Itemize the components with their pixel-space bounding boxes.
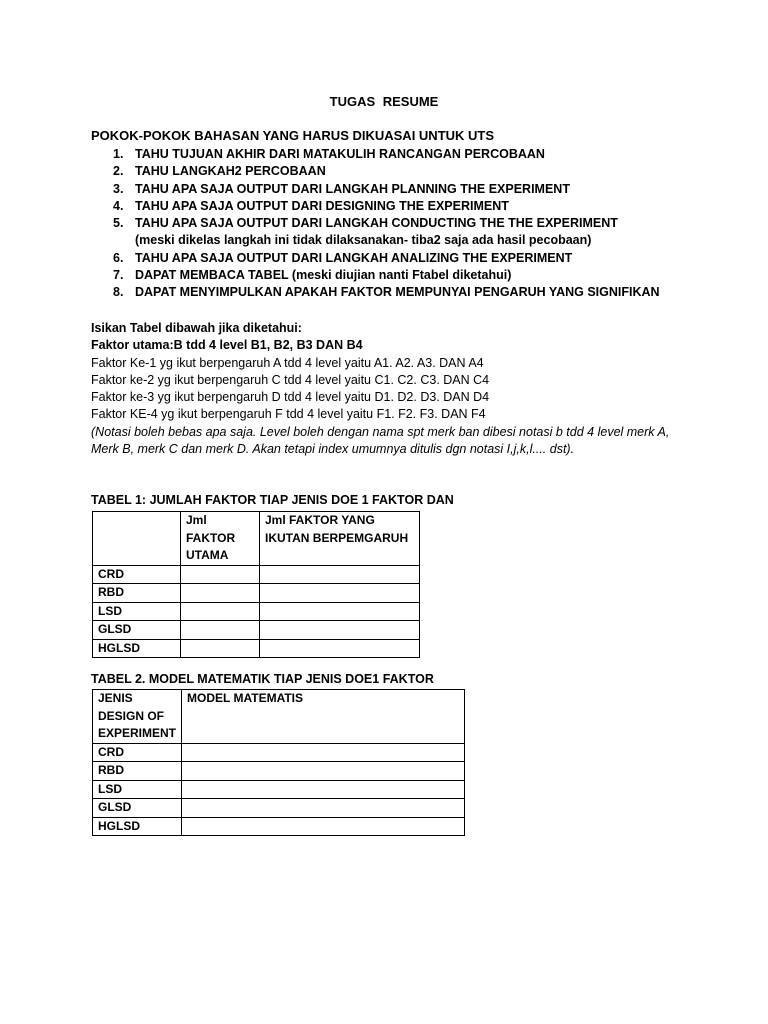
empty-cell[interactable] (181, 621, 260, 640)
topic-note: (meski dikelas langkah ini tidak dilaksanakan- tiba2 saja ada hasil pecobaan) (135, 233, 592, 248)
topic-item: 5. TAHU APA SAJA OUTPUT DARI LANGKAH CONDUCTING THE THE EXPERIMENT (meski dikelas langkah ini tidak dilaksanakan- tiba2 saja ada hasil pecobaan) (91, 215, 660, 250)
table-row (93, 762, 465, 781)
table-row (93, 621, 420, 640)
row-label: CRD (93, 743, 182, 762)
empty-cell[interactable] (181, 602, 260, 621)
table-header-row (93, 512, 420, 566)
row-label: HGLSD (93, 639, 181, 658)
row-label: GLSD (93, 799, 182, 818)
row-label: GLSD (93, 621, 181, 640)
topic-item: 6. TAHU APA SAJA OUTPUT DARI LANGKAH ANALIZING THE EXPERIMENT (113, 250, 573, 265)
topic-item: 7. DAPAT MEMBACA TABEL (meski diujian nanti Ftabel diketahui) (113, 268, 512, 283)
topics-heading: POKOK-POKOK BAHASAN YANG HARUS DIKUASAI UNTUK UTS (91, 128, 495, 143)
empty-cell[interactable] (260, 584, 420, 603)
table1 (92, 511, 420, 658)
row-label: CRD (93, 565, 181, 584)
empty-cell[interactable] (182, 817, 465, 836)
row-label: LSD (93, 780, 182, 799)
table-row (93, 584, 420, 603)
empty-cell[interactable] (182, 799, 465, 818)
notation-note: Merk B, merk C dan merk D. Akan tetapi index umumnya ditulis dgn notasi I,j,k,l.... dst). (91, 442, 575, 457)
table-header-cell: Jml FAKTOR UTAMA (181, 512, 260, 566)
table-row (93, 780, 465, 799)
notation-note: (Notasi boleh bebas apa saja. Level boleh dengan nama spt merk ban dibesi notasi b tdd 4 level merk A, (91, 424, 670, 439)
fill-instructions (91, 320, 669, 458)
table-row (93, 639, 420, 658)
table2 (92, 689, 465, 836)
topic-item: 8. DAPAT MENYIMPULKAN APAKAH FAKTOR MEMPUNYAI PENGARUH YANG SIGNIFIKAN (113, 285, 660, 300)
empty-cell[interactable] (260, 621, 420, 640)
empty-cell[interactable] (181, 584, 260, 603)
empty-cell[interactable] (260, 602, 420, 621)
factor-line: Faktor Ke-1 yg ikut berpengaruh A tdd 4 level yaitu A1. A2. A3. DAN A4 (91, 355, 484, 370)
fill-intro: Isikan Tabel dibawah jika diketahui: (91, 321, 302, 335)
table1-caption: TABEL 1: JUMLAH FAKTOR TIAP JENIS DOE 1 FAKTOR DAN (91, 493, 454, 507)
empty-cell[interactable] (182, 743, 465, 762)
factor-line: Faktor KE-4 yg ikut berpengaruh F tdd 4 level yaitu F1. F2. F3. DAN F4 (91, 407, 486, 422)
row-label: LSD (93, 602, 181, 621)
empty-cell[interactable] (182, 762, 465, 781)
topic-item: 1. TAHU TUJUAN AKHIR DARI MATAKULIH RANCANGAN PERCOBAAN (113, 147, 545, 161)
table-header-cell: MODEL MATEMATIS (182, 690, 465, 744)
row-label: RBD (93, 584, 181, 603)
table-header-cell: Jml FAKTOR YANG IKUTAN BERPEMGARUH (260, 512, 420, 566)
factor-line: Faktor ke-2 yg ikut berpengaruh C tdd 4 level yaitu C1. C2. C3. DAN C4 (91, 372, 490, 387)
table-header-cell: JENIS DESIGN OF EXPERIMENT (93, 690, 182, 744)
row-label: RBD (93, 762, 182, 781)
table-header-cell (93, 512, 181, 566)
row-label: HGLSD (93, 817, 182, 836)
topics-list (91, 146, 660, 302)
table-header-row (93, 690, 465, 744)
main-factor: Faktor utama:B tdd 4 level B1, B2, B3 DAN B4 (91, 338, 363, 353)
empty-cell[interactable] (182, 780, 465, 799)
empty-cell[interactable] (181, 565, 260, 584)
topic-item: 2. TAHU LANGKAH2 PERCOBAAN (113, 164, 326, 179)
table-row (93, 602, 420, 621)
empty-cell[interactable] (260, 565, 420, 584)
table-row (93, 799, 465, 818)
factor-line: Faktor ke-3 yg ikut berpengaruh D tdd 4 level yaitu D1. D2. D3. DAN D4 (91, 390, 490, 405)
table-row (93, 817, 465, 836)
topic-item: 3. TAHU APA SAJA OUTPUT DARI LANGKAH PLANNING THE EXPERIMENT (113, 181, 570, 196)
table-row (93, 743, 465, 762)
empty-cell[interactable] (260, 639, 420, 658)
table2-caption: TABEL 2. MODEL MATEMATIK TIAP JENIS DOE1 FAKTOR (91, 672, 434, 686)
topic-item: 4. TAHU APA SAJA OUTPUT DARI DESIGNING THE EXPERIMENT (113, 198, 509, 213)
empty-cell[interactable] (181, 639, 260, 658)
table-row (93, 565, 420, 584)
document-title: TUGAS RESUME (329, 94, 439, 109)
